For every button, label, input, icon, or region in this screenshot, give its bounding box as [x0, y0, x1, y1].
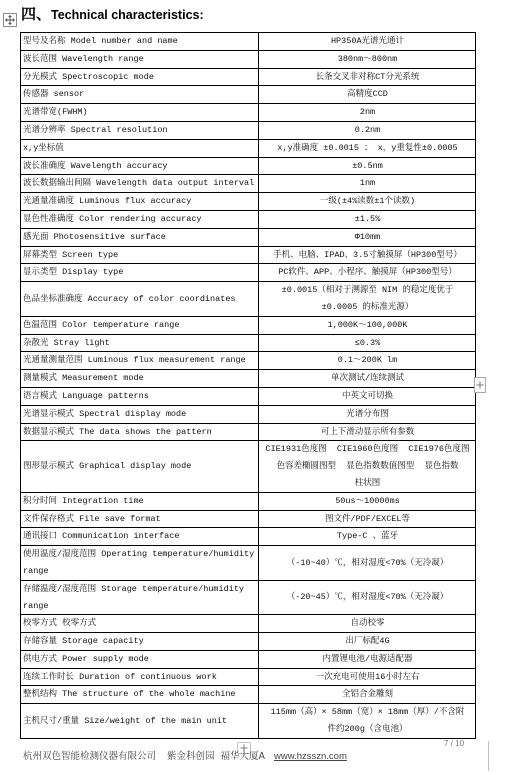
section-number[interactable]: 四、: [21, 5, 52, 23]
spec-label[interactable]: 分光模式 Spectroscopic mode: [21, 68, 259, 86]
spec-row-data-display-mode: [21, 423, 476, 441]
spec-label[interactable]: 光谱分辨率 Spectral resolution: [21, 121, 259, 139]
spec-value[interactable]: 一级(±4%读数±1个读数): [259, 193, 476, 211]
spec-label[interactable]: 使用温度/湿度范围 Operating temperature/humidity range: [21, 546, 259, 581]
spec-label[interactable]: 屏幕类型 Screen type: [21, 246, 259, 264]
spec-row-spectral-bandwidth: [21, 104, 476, 122]
spec-row-screen-type: [21, 246, 476, 264]
spec-value[interactable]: ≤0.3%: [259, 334, 476, 352]
spec-row-display-type: [21, 264, 476, 282]
spec-value[interactable]: 0.2nm: [259, 121, 476, 139]
spec-row-storage-capacity: [21, 633, 476, 651]
page-indicator: 7 / 10: [444, 739, 465, 748]
spec-row-luminous-flux-accuracy: [21, 193, 476, 211]
spec-value[interactable]: 单次测试/连续测试: [259, 370, 476, 388]
spec-label[interactable]: 光通量测量范围 Luminous flux measurement range: [21, 352, 259, 370]
spec-value[interactable]: 115mm（高）× 58mm（宽）× 18mm（厚）/不含附 件约200g（含电池）: [259, 704, 476, 739]
spec-row-integration-time: [21, 492, 476, 510]
spec-value[interactable]: 0.1～200K lm: [259, 352, 476, 370]
spec-row-machine-structure: [21, 686, 476, 704]
spec-value[interactable]: （-20~45）℃，相对湿度<70%（无冷凝）: [259, 580, 476, 615]
add-column-button[interactable]: [474, 377, 486, 393]
spec-label[interactable]: 主机尺寸/重量 Size/weight of the main unit: [21, 704, 259, 739]
spec-value[interactable]: 光谱分布图: [259, 405, 476, 423]
spec-label[interactable]: 存储温度/湿度范围 Storage temperature/humidity range: [21, 580, 259, 615]
spec-row-wavelength-accuracy: [21, 157, 476, 175]
spec-label[interactable]: 数据显示模式 The data shows the pattern: [21, 423, 259, 441]
spec-row-model-number: [21, 33, 476, 51]
spec-value[interactable]: 内置锂电池/电源适配器: [259, 650, 476, 668]
spec-value[interactable]: （-10~40）℃，相对湿度<70%（无冷凝）: [259, 546, 476, 581]
spec-row-spectral-resolution: [21, 121, 476, 139]
spec-label[interactable]: 感光面 Photosensitive surface: [21, 228, 259, 246]
spec-label[interactable]: 连续工作时长 Duration of continuous work: [21, 668, 259, 686]
spec-label[interactable]: 文件保存格式 File save format: [21, 510, 259, 528]
spec-label[interactable]: 供电方式 Power supply mode: [21, 650, 259, 668]
spec-label[interactable]: 光通量准确度 Luminous flux accuracy: [21, 193, 259, 211]
spec-row-photosensitive-surface: [21, 228, 476, 246]
spec-value[interactable]: 中英文可切换: [259, 387, 476, 405]
spec-value[interactable]: 可上下滑动显示所有参数: [259, 423, 476, 441]
spec-value[interactable]: 1,000K～100,000K: [259, 316, 476, 334]
spec-row-wavelength-range: [21, 50, 476, 68]
spec-value[interactable]: Φ10mm: [259, 228, 476, 246]
spec-row-color-temperature-range: [21, 316, 476, 334]
spec-value[interactable]: x,y准确度 ±0.0015 ； x，y重复性±0.0005: [259, 139, 476, 157]
spec-value[interactable]: Type-C 、蓝牙: [259, 528, 476, 546]
spec-row-color-rendering-accuracy: [21, 210, 476, 228]
spec-label[interactable]: 校零方式 校零方式: [21, 615, 259, 633]
spec-label[interactable]: 测量模式 Measurement mode: [21, 370, 259, 388]
spec-row-file-save-format: [21, 510, 476, 528]
spec-row-power-supply-mode: [21, 650, 476, 668]
spec-label[interactable]: 传感器 sensor: [21, 86, 259, 104]
spec-label[interactable]: 波长范围 Wavelength range: [21, 50, 259, 68]
spec-value[interactable]: 出厂标配4G: [259, 633, 476, 651]
spec-label[interactable]: 光谱显示模式 Spectral display mode: [21, 405, 259, 423]
spec-value[interactable]: PC软件、APP、小程序、触摸屏（HP300型号）: [259, 264, 476, 282]
spec-label[interactable]: 色温范围 Color temperature range: [21, 316, 259, 334]
footer-website-link[interactable]: www.hzsszn.com: [274, 751, 347, 762]
spec-row-language-patterns: [21, 387, 476, 405]
footer-building: 福华大厦A: [220, 751, 266, 762]
specification-table: [20, 32, 476, 739]
spec-value[interactable]: 一次充电可使用16小时左右: [259, 668, 476, 686]
spec-row-graphical-display-mode: [21, 441, 476, 492]
section-heading[interactable]: [21, 4, 204, 24]
spec-row-communication-interface: [21, 528, 476, 546]
spec-value[interactable]: 长条交叉非对称CT分光系统: [259, 68, 476, 86]
spec-row-wavelength-output-interval: [21, 175, 476, 193]
spec-label[interactable]: 显示类型 Display type: [21, 264, 259, 282]
spec-row-flux-measurement-range: [21, 352, 476, 370]
spec-value[interactable]: 自动校零: [259, 615, 476, 633]
table-move-handle-icon[interactable]: [3, 13, 17, 27]
spec-row-zeroing-mode: [21, 615, 476, 633]
spec-value[interactable]: 全铝合金雕刻: [259, 686, 476, 704]
spec-label[interactable]: 型号及名称 Model number and name: [21, 33, 259, 51]
spec-label[interactable]: 色品坐标准确度 Accuracy of color coordinates: [21, 282, 259, 317]
spec-label[interactable]: 杂散光 Stray light: [21, 334, 259, 352]
page-edge-divider: [488, 741, 489, 771]
spec-label[interactable]: 积分时间 Integration time: [21, 492, 259, 510]
spec-row-storage-temp-humidity: [21, 580, 476, 615]
spec-value[interactable]: 50us～10000ms: [259, 492, 476, 510]
spec-row-measurement-mode: [21, 370, 476, 388]
spec-value[interactable]: HP350A光谱光通计: [259, 33, 476, 51]
section-title[interactable]: Technical characteristics:: [51, 8, 204, 22]
footer-company: 杭州双色智能检测仪器有限公司: [23, 751, 157, 762]
spec-row-spectroscopic-mode: [21, 68, 476, 86]
spec-row-color-coordinate-accuracy: [21, 282, 476, 317]
page-footer: [23, 750, 347, 764]
spec-label[interactable]: 波长准确度 Wavelength accuracy: [21, 157, 259, 175]
spec-row-stray-light: [21, 334, 476, 352]
spec-value[interactable]: CIE1931色度图 CIE1960色度图 CIE1976色度图 色容差椭圆图型 显色指数数值图型 显色指数 柱状图: [259, 441, 476, 492]
spec-value[interactable]: 高精度CCD: [259, 86, 476, 104]
spec-label[interactable]: 存储容量 Storage capacity: [21, 633, 259, 651]
spec-row-continuous-work-duration: [21, 668, 476, 686]
spec-row-main-unit-size-weight: [21, 704, 476, 739]
spec-value[interactable]: 2nm: [259, 104, 476, 122]
spec-label[interactable]: 光谱带宽(FWHM): [21, 104, 259, 122]
spec-label[interactable]: 波长数据输出间隔 Wavelength data output interval: [21, 175, 259, 193]
spec-value[interactable]: 手机、电脑、IPAD、3.5寸触摸屏（HP300型号）: [259, 246, 476, 264]
footer-park: 紫金科创园: [167, 751, 215, 762]
spec-label[interactable]: x,y坐标值: [21, 139, 259, 157]
spec-value[interactable]: 1nm: [259, 175, 476, 193]
spec-label[interactable]: 图形显示模式 Graphical display mode: [21, 441, 259, 492]
spec-value[interactable]: ±0.0015（相对于溯源至 NIM 的稳定度优于 ±0.0005 的标准光源）: [259, 282, 476, 317]
spec-label[interactable]: 通讯接口 Communication interface: [21, 528, 259, 546]
spec-value[interactable]: 图文件/PDF/EXCEL等: [259, 510, 476, 528]
plus-icon: [476, 381, 484, 389]
spec-label[interactable]: 显色性准确度 Color rendering accuracy: [21, 210, 259, 228]
spec-value[interactable]: 380nm～800nm: [259, 50, 476, 68]
spec-label[interactable]: 语言模式 Language patterns: [21, 387, 259, 405]
spec-row-sensor: [21, 86, 476, 104]
spec-row-spectral-display-mode: [21, 405, 476, 423]
move-icon: [4, 14, 16, 26]
spec-label[interactable]: 整机结构 The structure of the whole machine: [21, 686, 259, 704]
spec-value[interactable]: ±0.5nm: [259, 157, 476, 175]
spec-row-operating-temp-humidity: [21, 546, 476, 581]
spec-value[interactable]: ±1.5%: [259, 210, 476, 228]
spec-row-xy-coordinates: [21, 139, 476, 157]
